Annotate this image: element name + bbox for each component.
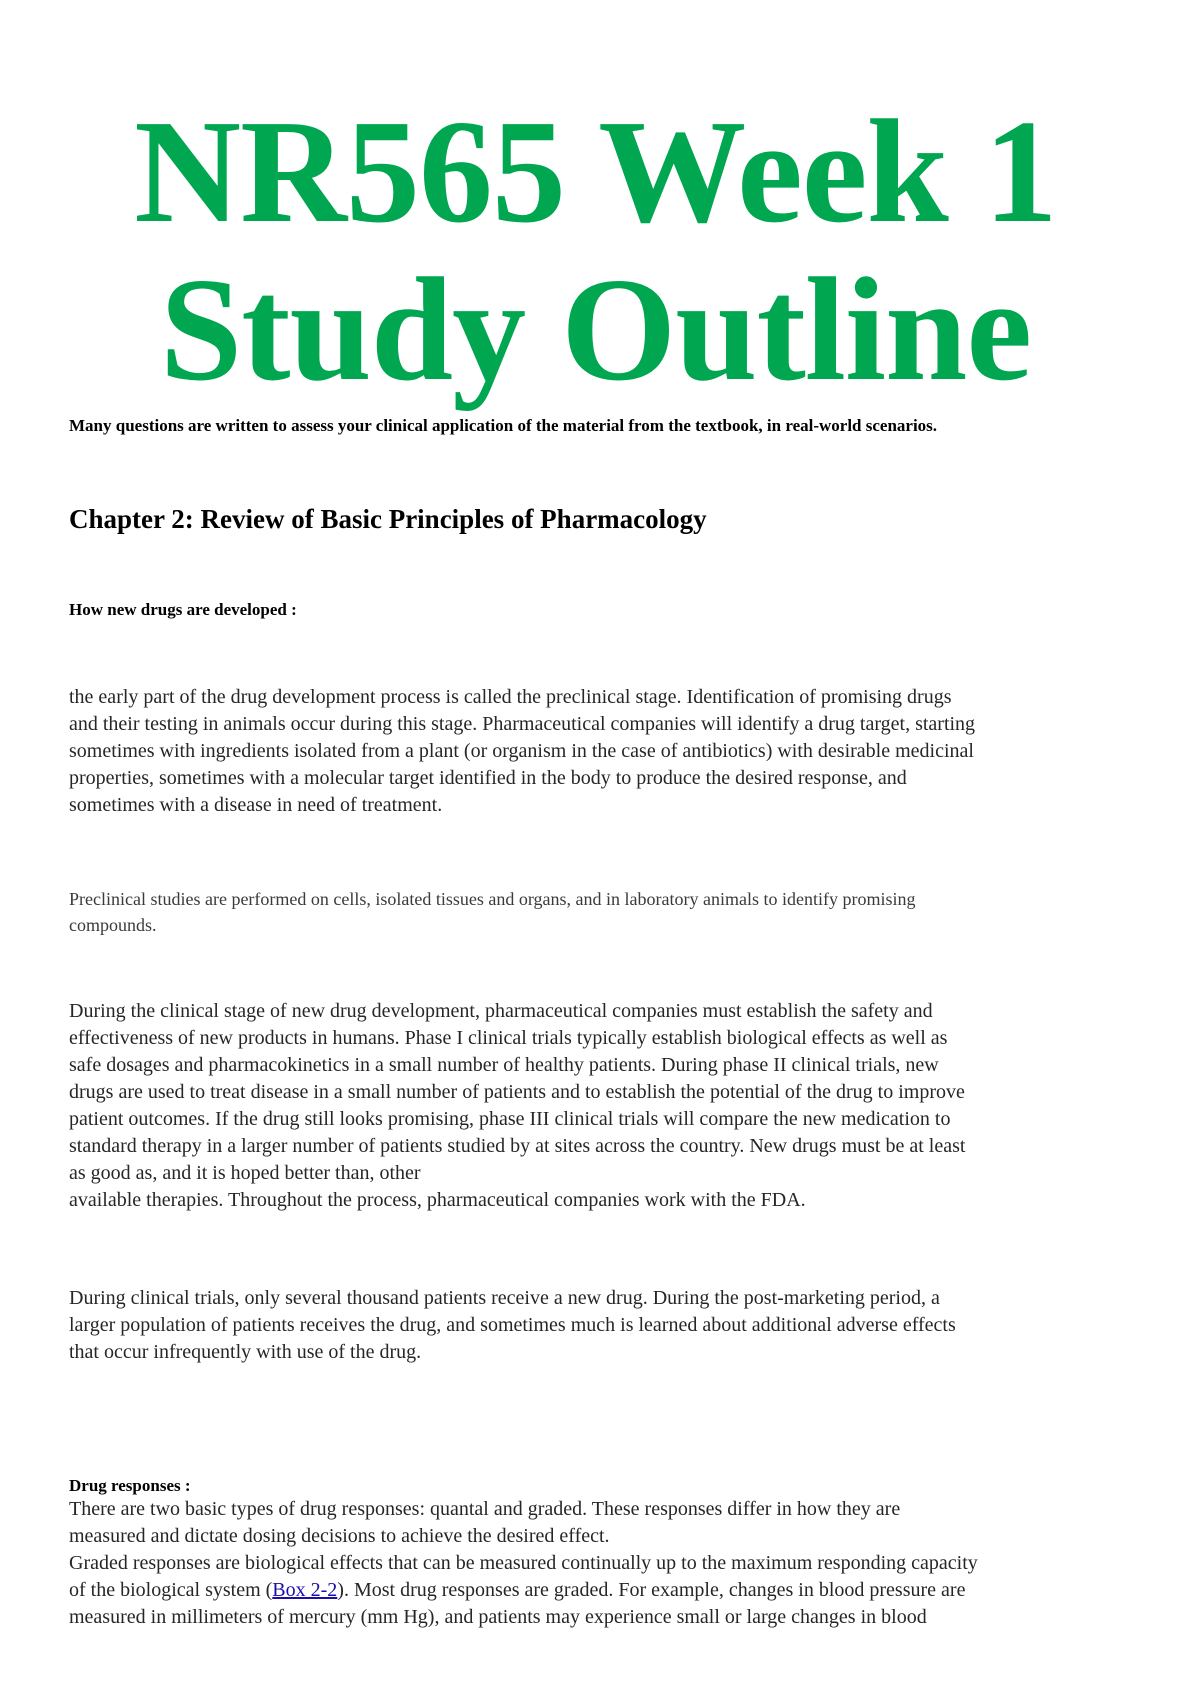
section-heading-drug-responses: Drug responses : bbox=[69, 1476, 191, 1495]
text-line: and their testing in animals occur during this stage. Pharmaceutical companies will identify a drug target, starting bbox=[69, 713, 976, 735]
text-line: properties, sometimes with a molecular target identified in the body to produce the desired response, and bbox=[69, 767, 907, 789]
section-heading-drug-development: How new drugs are developed : bbox=[69, 600, 297, 619]
text-line: larger population of patients receives the drug, and sometimes much is learned about additional adverse effects bbox=[69, 1314, 956, 1336]
text-line: There are two basic types of drug responses: quantal and graded. These responses differ in how they are bbox=[69, 1498, 901, 1520]
text-line: sometimes with a disease in need of treatment. bbox=[69, 794, 443, 816]
text-line: effectiveness of new products in humans. Phase I clinical trials typically establish biological effects as well as bbox=[69, 1027, 948, 1049]
text-line: Preclinical studies are performed on cells, isolated tissues and organs, and in laboratory animals to identify promising bbox=[69, 889, 916, 909]
text-line: measured in millimeters of mercury (mm Hg), and patients may experience small or large changes in blood bbox=[69, 1606, 927, 1628]
text-fragment: of the biological system ( bbox=[69, 1579, 273, 1601]
text-line: drugs are used to treat disease in a small number of patients and to establish the potential of the drug to improve bbox=[69, 1081, 965, 1103]
text-line: that occur infrequently with use of the drug. bbox=[69, 1341, 422, 1363]
text-line: sometimes with ingredients isolated from a plant (or organism in the case of antibiotics) with desirable medicinal bbox=[69, 740, 974, 762]
text-line: Graded responses are biological effects that can be measured continually up to the maximum responding capacity bbox=[69, 1552, 978, 1574]
paragraph-preclinical-studies bbox=[69, 886, 1139, 938]
paragraph-post-marketing bbox=[69, 1285, 1139, 1366]
text-line: compounds. bbox=[69, 915, 157, 935]
text-line: measured and dictate dosing decisions to achieve the desired effect. bbox=[69, 1525, 610, 1547]
text-line: available therapies. Throughout the process, pharmaceutical companies work with the FDA. bbox=[69, 1189, 806, 1211]
text-line: During clinical trials, only several thousand patients receive a new drug. During the post-marketing period, a bbox=[69, 1287, 940, 1309]
box-2-2-link[interactable]: Box 2-2 bbox=[272, 1579, 338, 1601]
paragraph-drug-responses bbox=[69, 1496, 1139, 1631]
text-line: standard therapy in a larger number of patients studied by at sites across the country. New drugs must be at least bbox=[69, 1135, 966, 1157]
intro-note: Many questions are written to assess your clinical application of the material from the textbook, in real-world scenarios. bbox=[69, 416, 938, 435]
text-line: During the clinical stage of new drug development, pharmaceutical companies must establish the safety and bbox=[69, 1000, 933, 1022]
text-line: the early part of the drug development process is called the preclinical stage. Identification of promising drugs bbox=[69, 686, 952, 708]
text-line bbox=[69, 1577, 1139, 1604]
text-fragment: ). Most drug responses are graded. For example, changes in blood pressure are bbox=[337, 1579, 966, 1601]
text-line: safe dosages and pharmacokinetics in a small number of healthy patients. During phase II clinical trials, new bbox=[69, 1054, 939, 1076]
document-title-line-1: NR565 Week 1 bbox=[134, 90, 1057, 254]
paragraph-preclinical-stage bbox=[69, 684, 1139, 819]
text-line: patient outcomes. If the drug still looks promising, phase III clinical trials will compare the new medication to bbox=[69, 1108, 951, 1130]
chapter-heading: Chapter 2: Review of Basic Principles of Pharmacology bbox=[69, 504, 707, 534]
paragraph-clinical-stage bbox=[69, 998, 1139, 1214]
document-title-line-2: Study Outline bbox=[159, 248, 1032, 412]
text-line: as good as, and it is hoped better than, other bbox=[69, 1162, 421, 1184]
